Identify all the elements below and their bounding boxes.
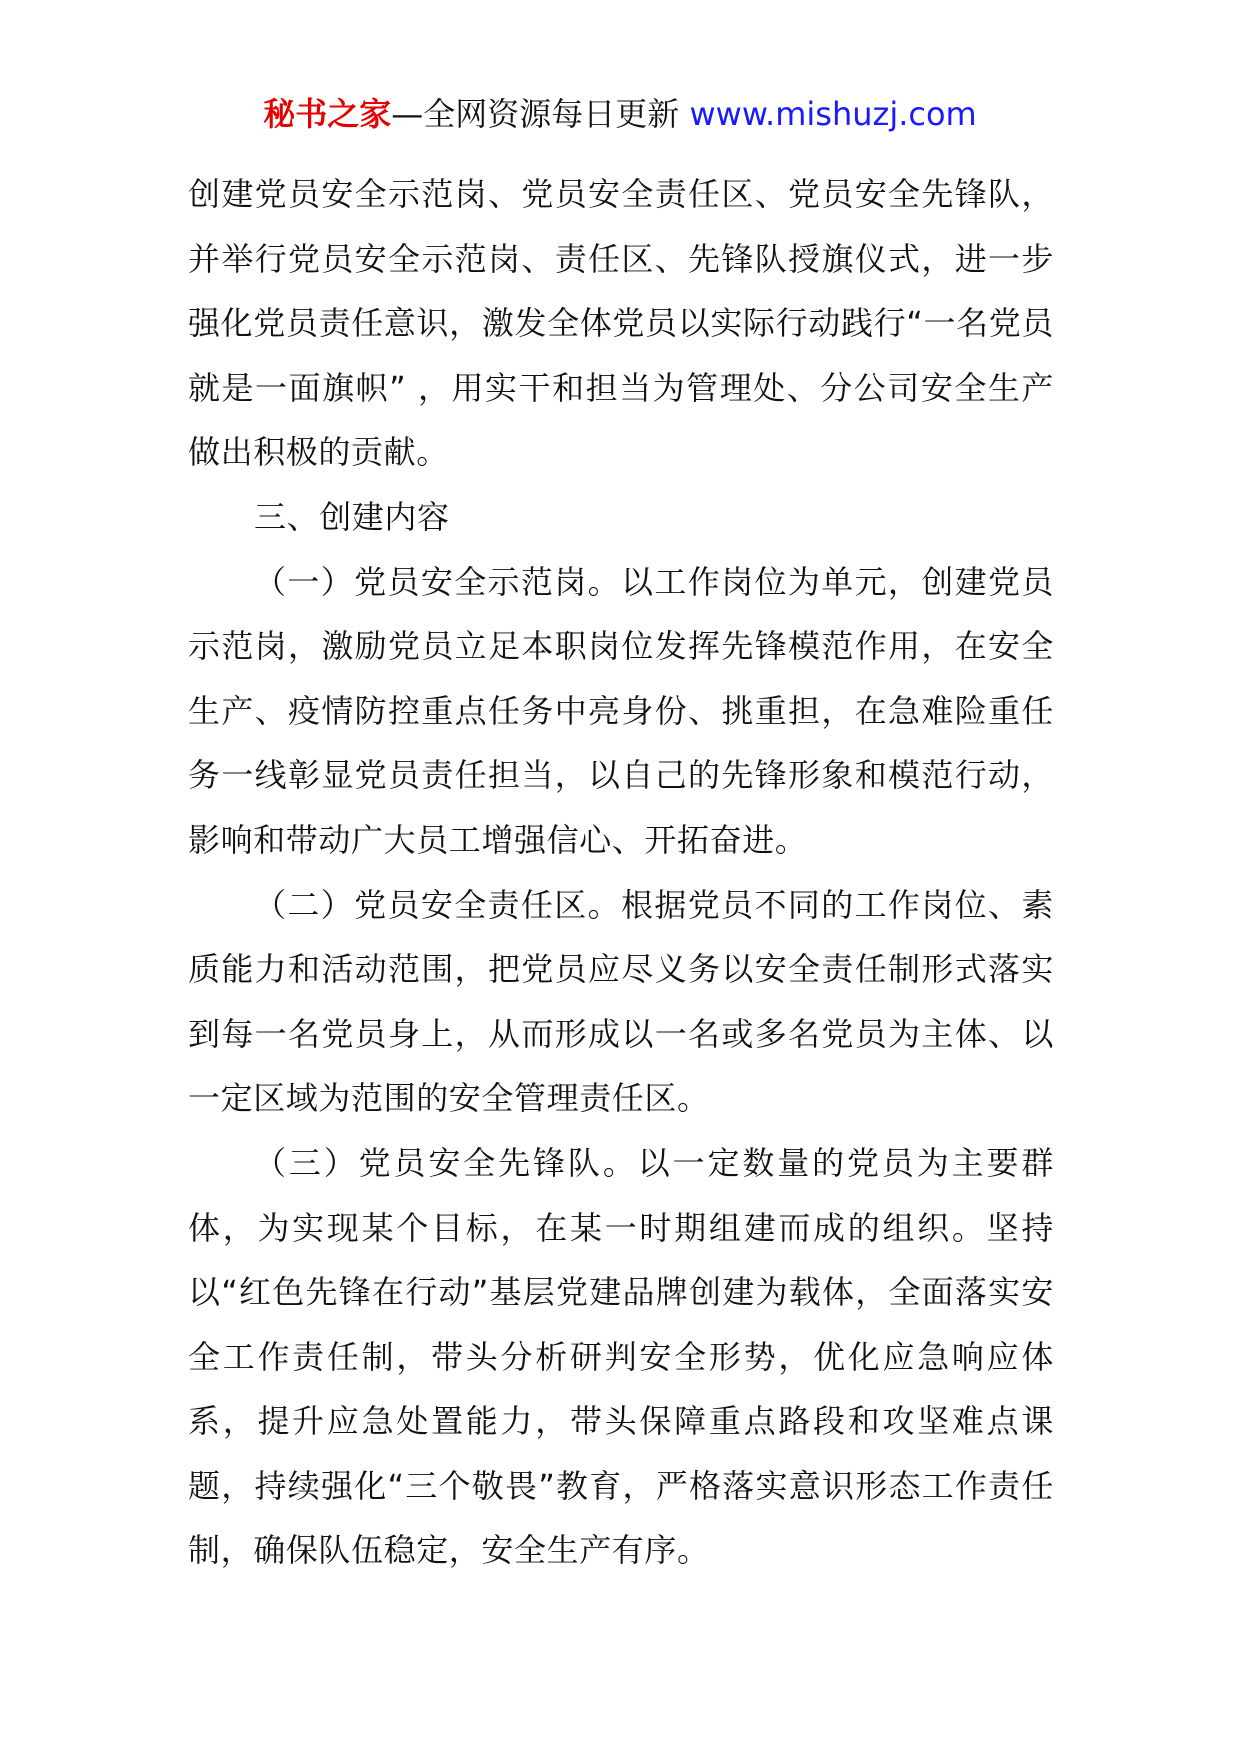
paragraph-safety-vanguard-team: （三）党员安全先锋队。以一定数量的党员为主要群体，为实现某个目标，在某一时期组建而成的组织。坚持以“红色先锋在行动”基层党建品牌创建为载体，全面落实安全工作责任制，带头分析研判安全形势，优化应急响应体系，提升应急处置能力，带头保障重点路段和攻坚难点课题，持续强化“三个敬畏”教育，严格落实意识形态工作责任制，确保队伍稳定，安全生产有序。 — [188, 1143, 1054, 1570]
site-url-link[interactable]: www.mishuzj.com — [689, 95, 977, 133]
paragraph-safety-responsibility-zone: （二）党员安全责任区。根据党员不同的工作岗位、素质能力和活动范围，把党员应尽义务以安全责任制形式落实到每一名党员身上，从而形成以一名或多名党员为主体、以一定区域为范围的安全管理责任区。 — [188, 885, 1054, 1118]
document-body — [188, 162, 1054, 1583]
paragraph-safety-model-post: （一）党员安全示范岗。以工作岗位为单元，创建党员示范岗，激励党员立足本职岗位发挥先锋模范作用，在安全生产、疫情防控重点任务中亮身份、挑重担，在急难险重任务一线彰显党员责任担当，以自己的先锋形象和模范行动，影响和带动广大员工增强信心、开拓奋进。 — [188, 562, 1054, 859]
section-heading-creation-content: 三、创建内容 — [254, 497, 450, 536]
header-tagline: —全网资源每日更新 — [391, 95, 680, 133]
paragraph-intro: 创建党员安全示范岗、党员安全责任区、党员安全先锋队，并举行党员安全示范岗、责任区、先锋队授旗仪式，进一步强化党员责任意识，激发全体党员以实际行动践行“一名党员就是一面旗帜” ，用实干和担当为管理处、分公司安全生产做出积极的贡献。 — [188, 175, 1054, 472]
site-header — [0, 92, 1240, 136]
brand-name: 秘书之家 — [263, 95, 392, 133]
